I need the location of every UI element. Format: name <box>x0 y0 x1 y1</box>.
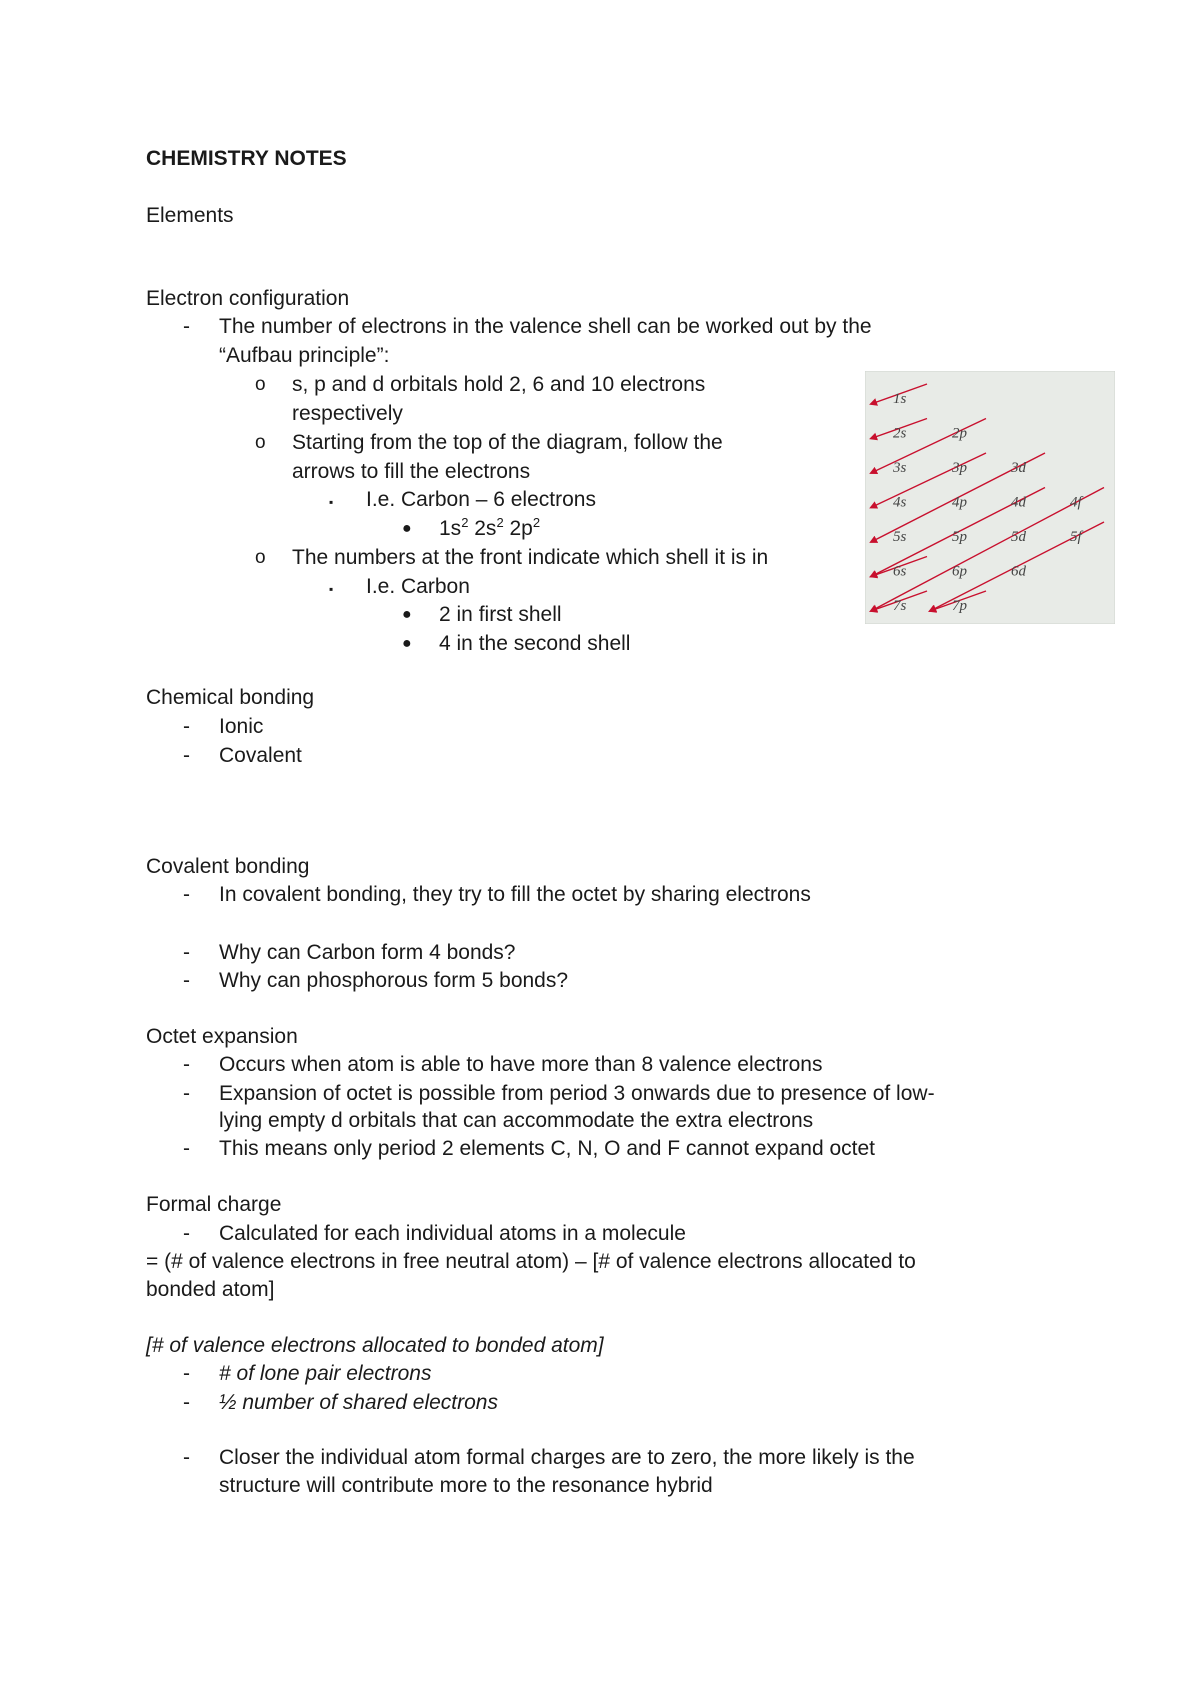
section-heading-elements: Elements <box>146 204 234 227</box>
orbital-label-3d: 3d <box>1011 460 1026 476</box>
page-title: CHEMISTRY NOTES <box>146 147 347 170</box>
orbital-label-6p: 6p <box>952 563 967 580</box>
section-heading-chemical-bonding: Chemical bonding <box>146 686 315 709</box>
list-item-continuation: lying empty d orbitals that can accommodate the extra electrons <box>219 1109 814 1132</box>
sub-list-item-continuation: respectively <box>292 402 403 425</box>
section-heading-electron-configuration: Electron configuration <box>146 287 350 310</box>
orbital-label-7p: 7p <box>952 598 967 614</box>
dash-marker: - <box>183 1053 190 1076</box>
dash-marker: - <box>183 1222 190 1245</box>
orbital-label-7s: 7s <box>893 598 907 614</box>
o-marker: o <box>255 432 266 453</box>
section-heading-covalent-bonding: Covalent bonding <box>146 855 310 878</box>
electron-configuration-formula: $1s^2$ $2s^2$ $2p^2$ <box>439 515 541 540</box>
orbital-label-5s: 5s <box>893 529 907 545</box>
list-item: # of lone pair electrons <box>219 1362 432 1385</box>
sub-sub-list-item: I.e. Carbon – 6 electrons <box>366 488 596 511</box>
dash-marker: - <box>183 1391 190 1414</box>
orbital-label-5f: 5f <box>1070 529 1082 545</box>
orbital-label-3s: 3s <box>893 460 907 476</box>
list-item: Why can Carbon form 4 bonds? <box>219 941 516 964</box>
dash-marker: - <box>183 969 190 992</box>
section-heading-octet-expansion: Octet expansion <box>146 1025 298 1048</box>
formal-charge-formula: = (# of valence electrons in free neutral atom) – [# of valence electrons allocated to <box>146 1250 916 1273</box>
list-item: Covalent <box>219 744 302 767</box>
list-item: This means only period 2 elements C, N, O and F cannot expand octet <box>219 1137 876 1160</box>
aufbau-diagram <box>865 371 1115 624</box>
list-item: In covalent bonding, they try to fill the octet by sharing electrons <box>219 883 811 906</box>
sub-list-item-continuation: arrows to fill the electrons <box>292 460 531 483</box>
orbital-label-4f: 4f <box>1070 494 1082 511</box>
section-heading-formal-charge: Formal charge <box>146 1193 282 1216</box>
sub-list-item: s, p and d orbitals hold 2, 6 and 10 electrons <box>292 373 706 396</box>
orbital-label-5p: 5p <box>952 529 967 545</box>
list-item-continuation: “Aufbau principle”: <box>219 344 390 367</box>
aufbau-diagram-graphic <box>865 371 1115 624</box>
list-item: Occurs when atom is able to have more than 8 valence electrons <box>219 1053 823 1076</box>
sub-sub-sub-list-item: 4 in the second shell <box>439 632 631 655</box>
orbital-label-2s: 2s <box>893 425 907 442</box>
orbital-label-2p: 2p <box>952 425 967 442</box>
list-item: The number of electrons in the valence shell can be worked out by the <box>219 315 872 338</box>
dash-marker: - <box>183 315 190 338</box>
list-item: Why can phosphorous form 5 bonds? <box>219 969 569 992</box>
o-marker: o <box>255 547 266 568</box>
orbital-label-6s: 6s <box>893 563 907 580</box>
list-item-continuation: structure will contribute more to the resonance hybrid <box>219 1474 713 1497</box>
sub-sub-sub-list-item: 2 in first shell <box>439 603 562 626</box>
dash-marker: - <box>183 1362 190 1385</box>
dot-marker: ● <box>402 635 412 652</box>
orbital-label-4s: 4s <box>893 494 907 511</box>
formal-charge-formula-continuation: bonded atom] <box>146 1278 275 1301</box>
orbital-label-6d: 6d <box>1011 563 1026 580</box>
sub-list-item: The numbers at the front indicate which shell it is in <box>292 546 769 569</box>
orbital-label-3p: 3p <box>952 460 967 476</box>
list-item: Expansion of octet is possible from period 3 onwards due to presence of low- <box>219 1082 935 1105</box>
orbital-label-4d: 4d <box>1011 494 1026 511</box>
italic-subheading: [# of valence electrons allocated to bonded atom] <box>146 1334 604 1357</box>
dash-marker: - <box>183 941 190 964</box>
square-marker: ▪ <box>329 495 334 509</box>
o-marker: o <box>255 374 266 395</box>
orbital-label-4p: 4p <box>952 494 967 511</box>
list-item: Ionic <box>219 715 264 738</box>
orbital-label-5d: 5d <box>1011 529 1026 545</box>
list-item: Calculated for each individual atoms in a molecule <box>219 1222 686 1245</box>
sub-sub-list-item: I.e. Carbon <box>366 575 470 598</box>
list-item: Closer the individual atom formal charges are to zero, the more likely is the <box>219 1446 915 1469</box>
dash-marker: - <box>183 1446 190 1469</box>
dash-marker: - <box>183 883 190 906</box>
dot-marker: ● <box>402 520 412 537</box>
dash-marker: - <box>183 1137 190 1160</box>
dot-marker: ● <box>402 606 412 623</box>
sub-list-item: Starting from the top of the diagram, follow the <box>292 431 723 454</box>
dash-marker: - <box>183 715 190 738</box>
dash-marker: - <box>183 1082 190 1105</box>
dash-marker: - <box>183 744 190 767</box>
orbital-label-1s: 1s <box>893 391 907 407</box>
square-marker: ▪ <box>329 582 334 596</box>
list-item: ½ number of shared electrons <box>219 1391 498 1414</box>
